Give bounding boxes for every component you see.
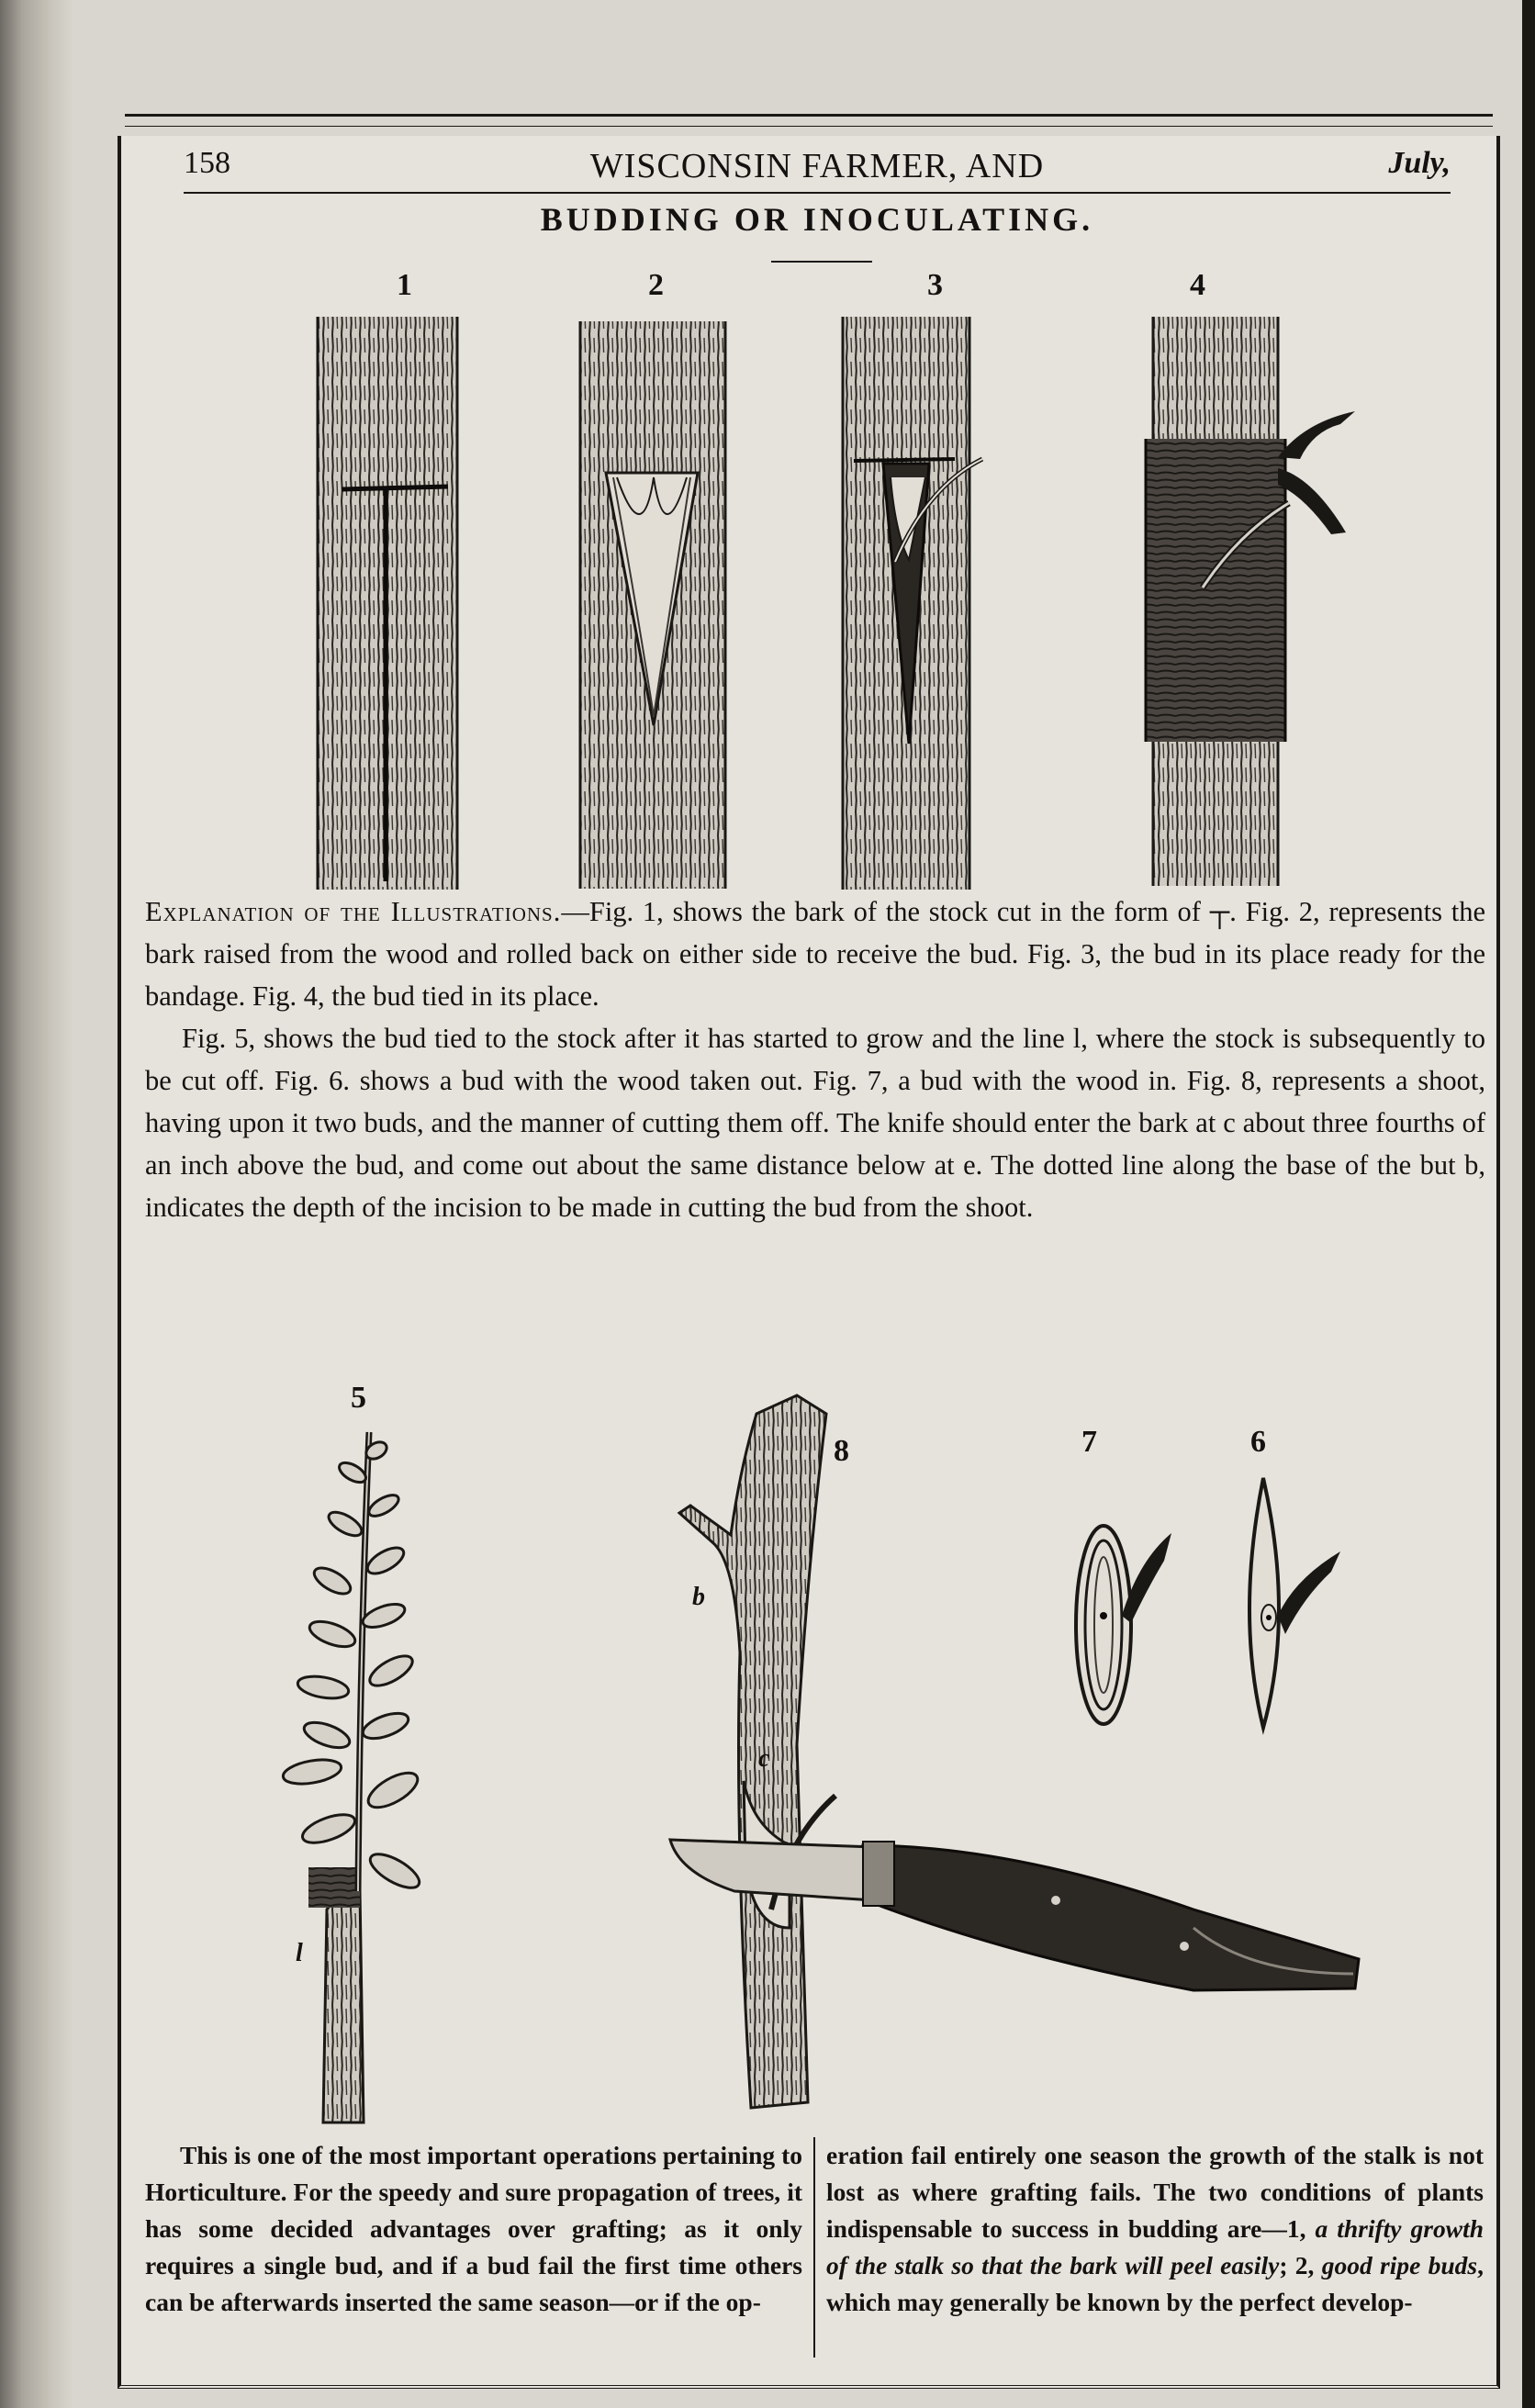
- fig-7-label: 7: [1081, 1425, 1097, 1459]
- fig-4-label: 4: [1190, 268, 1205, 302]
- explanation-paragraph-2: Fig. 5, shows the bud tied to the stock after it has started to grow and the line l, where the stock is subsequently to be cut off. Fig. 6. shows a bud with the wood taken out. Fig. 7, a bud with the wood in. Fig. 8, represents a shoot, having upon it two buds, and the manner of cutting them off. The knife should enter the bark at c about three fourths of an inch above the bud, and come out about the same distance below at e. The dotted line along the base of the but b, indicates the depth of the incision to be made in cutting the bud from the shoot.: [145, 1023, 1485, 1223]
- fig-2-bark-raised: [580, 321, 725, 889]
- right-col-text-e: , which may generally be known by the perfect develop-: [826, 2251, 1484, 2316]
- fig-8-label: 8: [834, 1434, 849, 1468]
- column-divider: [813, 2137, 815, 2358]
- article-headline: BUDDING OR INOCULATING.: [540, 201, 1094, 238]
- publication-title: WISCONSIN FARMER, AND: [589, 147, 1045, 185]
- fig-2-label: 2: [648, 268, 664, 302]
- fig-7-bud-with-wood: [1076, 1526, 1171, 1724]
- fig-6-bud-wood-removed: [1249, 1478, 1340, 1728]
- right-col-text-c: ; 2,: [1279, 2251, 1322, 2279]
- article-column-left: This is one of the most important operations pertaining to Horticulture. For the speedy and sure propagation of trees, it has some decided advantages over grafting; as it only requires a single bud, and if a bud fail the first time others can be afterwards inserted the same season—or if the op-: [145, 2141, 802, 2316]
- illustration-explanation: [145, 890, 1485, 1228]
- right-col-italic-condition: a thrifty growth of the stalk so that the bark will peel easily: [826, 2214, 1484, 2279]
- fig-6-label: 6: [1250, 1425, 1266, 1459]
- explanation-heading: Explanation of the Illustrations.: [145, 896, 562, 927]
- fig-8-letter-c: c: [758, 1744, 770, 1773]
- fig-5-label: 5: [351, 1381, 366, 1415]
- explanation-paragraph-1: [145, 890, 1485, 1017]
- right-col-italic-buds: good ripe buds: [1321, 2251, 1478, 2279]
- fig-1-stock-t-cut: [318, 317, 457, 890]
- fig-4-bud-tied: [1146, 317, 1355, 886]
- explanation-text-1: —Fig. 1, shows the bark of the stock cut in the form of ┬. Fig. 2, represents the bark raised from the wood and rolled back on either side to receive the bud. Fig. 3, the bud in its place ready for the bandage. Fig. 4, the bud tied in its place.: [145, 896, 1485, 1012]
- page-number: 158: [184, 146, 230, 180]
- fig-8-letter-b: b: [692, 1583, 705, 1611]
- issue-month: July,: [1388, 146, 1451, 180]
- article-column-right: [826, 2137, 1484, 2321]
- right-col-text-a: eration fail entirely one season the growth of the stalk is not lost as where grafting fails. The two conditions of plants indispensable to success in budding are—1,: [826, 2141, 1484, 2243]
- fig-1-label: 1: [397, 268, 412, 302]
- fig-5-sprouted-bud: [281, 1432, 424, 2122]
- fig-8-shoot-with-knife: [670, 1395, 1359, 2108]
- fig-3-bud-inserted: [843, 317, 982, 890]
- fig-5-letter-l: l: [296, 1939, 303, 1967]
- fig-3-label: 3: [927, 268, 943, 302]
